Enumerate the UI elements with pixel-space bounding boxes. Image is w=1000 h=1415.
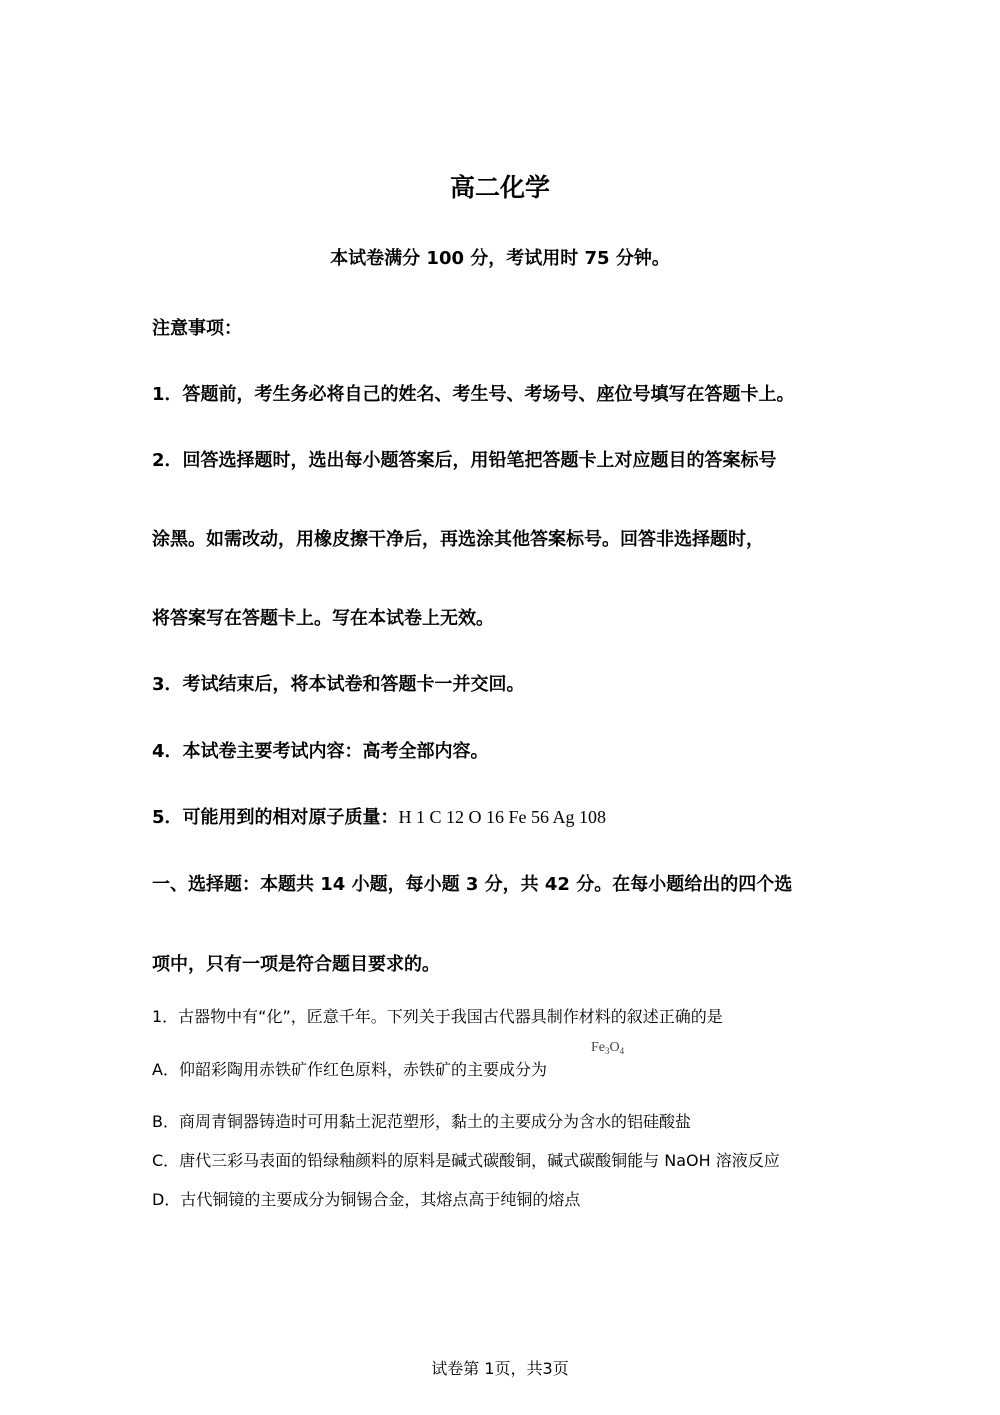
- notice-item-2-line-1: 2．回答选择题时，选出每小题答案后，用铅笔把答题卡上对应题目的答案标号: [152, 450, 777, 471]
- notice-item-4: 4．本试卷主要考试内容：高考全部内容。: [152, 741, 489, 762]
- exam-info: 本试卷满分 100 分，考试用时 75 分钟。: [330, 248, 670, 269]
- question-1-option-b: B．商周青铜器铸造时可用黏土泥范塑形，黏土的主要成分为含水的铝硅酸盐: [152, 1112, 691, 1131]
- question-1-option-c: C．唐代三彩马表面的铅绿釉颜料的原料是碱式碳酸铜，碱式碳酸铜能与 NaOH 溶液反应: [152, 1151, 780, 1170]
- question-1-option-a: A．仰韶彩陶用赤铁矿作红色原料，赤铁矿的主要成分为: [152, 1060, 547, 1079]
- notice-item-5: [152, 803, 606, 829]
- notice-item-1: 1．答题前，考生务必将自己的姓名、考生号、考场号、座位号填写在答题卡上。: [152, 384, 795, 405]
- section-1-heading-line-1: 一、选择题：本题共 14 小题，每小题 3 分，共 42 分。在每小题给出的四个选: [152, 874, 793, 895]
- page-footer: 试卷第 1页，共3页: [431, 1359, 569, 1378]
- page-title: 高二化学: [449, 173, 550, 202]
- atomic-masses: H 1 C 12 O 16 Fe 56 Ag 108: [398, 807, 607, 827]
- section-1-heading-line-2: 项中，只有一项是符合题目要求的。: [152, 954, 440, 975]
- notice-item-5-label: 5．可能用到的相对原子质量：: [152, 807, 399, 828]
- question-1-option-d: D．古代铜镜的主要成分为铜锡合金，其熔点高于纯铜的熔点: [152, 1190, 581, 1209]
- notice-item-3: 3．考试结束后，将本试卷和答题卡一并交回。: [152, 674, 525, 695]
- notice-item-2-line-3: 将答案写在答题卡上。写在本试卷上无效。: [152, 608, 494, 629]
- notice-item-2-line-2: 涂黑。如需改动，用橡皮擦干净后，再选涂其他答案标号。回答非选择题时，: [152, 529, 764, 550]
- formula-fe3o4: $Fe_3O_4$: [591, 1040, 625, 1056]
- notice-heading: 注意事项：: [152, 318, 242, 339]
- question-1-stem: 1．古器物中有“化”，匠意千年。下列关于我国古代器具制作材料的叙述正确的是: [152, 1007, 723, 1026]
